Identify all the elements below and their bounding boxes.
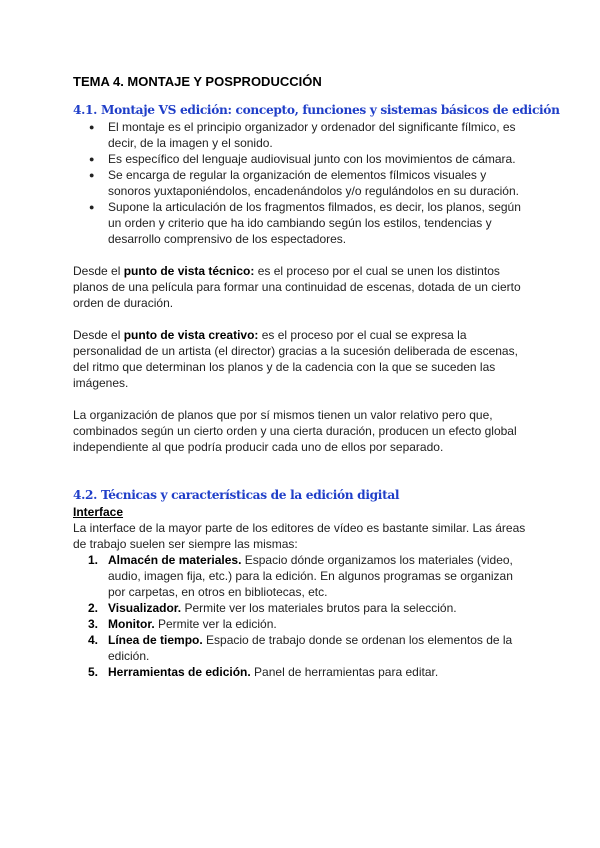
item-number: 1. bbox=[88, 553, 99, 567]
interface-subheading: Interface bbox=[73, 505, 124, 519]
creative-viewpoint-paragraph bbox=[73, 327, 530, 391]
document-title: TEMA 4. MONTAJE Y POSPRODUCCIÓN bbox=[73, 74, 322, 89]
list-item bbox=[88, 632, 530, 664]
section-1-heading: 4.1. Montaje VS edición: concepto, funciones y sistemas básicos de edición bbox=[73, 103, 560, 117]
section-1-bullet-list bbox=[73, 119, 530, 247]
list-item bbox=[88, 664, 530, 680]
bullet-item: ● Es específico del lenguaje audiovisual junto con los movimientos de cámara. bbox=[89, 151, 530, 167]
item-title: Almacén de materiales. bbox=[108, 553, 242, 567]
creative-label: punto de vista creativo: bbox=[123, 328, 259, 342]
bullet-item: ● El montaje es el principio organizador y ordenador del significante fílmico, es decir, de la imagen y el sonido. bbox=[89, 119, 530, 151]
technical-viewpoint-paragraph bbox=[73, 263, 530, 311]
technical-label: punto de vista técnico: bbox=[123, 264, 255, 278]
section-2-heading: 4.2. Técnicas y características de la edición digital bbox=[73, 488, 400, 502]
bullet-item: ● Se encarga de regular la organización de elementos fílmicos visuales y sonoros yuxtaponiéndolos, encadenándolos y/o regulándolos en su duración. bbox=[89, 167, 530, 199]
item-title: Monitor. bbox=[108, 617, 155, 631]
item-number: 2. bbox=[88, 601, 99, 615]
item-text: Espacio dónde organizamos los materiales (video, audio, imagen fija, etc.) para la edición. En algunos programas se organizan por carpetas, en otros en bibliotecas, etc. bbox=[108, 553, 513, 599]
creative-prefix: Desde el bbox=[73, 328, 124, 342]
list-item bbox=[88, 600, 530, 616]
item-title: Herramientas de edición. bbox=[108, 665, 251, 679]
organization-paragraph: La organización de planos que por sí mismos tienen un valor relativo pero que, combinados según un cierto orden y una cierta duración, producen un efecto global independiente al que podría producir cada uno de ellos por separado. bbox=[73, 408, 517, 454]
item-number: 3. bbox=[88, 617, 99, 631]
item-text: Espacio de trabajo donde se ordenan los elementos de la edición. bbox=[108, 633, 513, 663]
item-number: 4. bbox=[88, 633, 99, 647]
interface-area-list bbox=[73, 552, 530, 680]
item-title: Visualizador. bbox=[108, 601, 182, 615]
item-title: Línea de tiempo. bbox=[108, 633, 203, 647]
creative-text: es el proceso por el cual se expresa la personalidad de un artista (el director) gracias a la sucesión deliberada de escenas, del ritmo que determinan los planos y de la cadencia con la que se suceden las imágenes. bbox=[73, 328, 518, 390]
list-item bbox=[88, 552, 530, 600]
item-text: Panel de herramientas para editar. bbox=[250, 665, 439, 679]
list-item bbox=[88, 616, 530, 632]
item-text: Permite ver los materiales brutos para la selección. bbox=[181, 601, 457, 615]
technical-prefix: Desde el bbox=[73, 264, 124, 278]
item-text: Permite ver la edición. bbox=[154, 617, 277, 631]
technical-text: es el proceso por el cual se unen los distintos planos de una película para formar una continuidad de escenas, dotada de un cierto orden de duración. bbox=[73, 264, 521, 310]
bullet-item: ● Supone la articulación de los fragmentos filmados, es decir, los planos, según un orden y criterio que ha ido cambiando según los estilos, tendencias y desarrollo comprensivo de los espectadores. bbox=[89, 199, 530, 247]
item-number: 5. bbox=[88, 665, 99, 679]
interface-intro: La interface de la mayor parte de los editores de vídeo es bastante similar. Las áreas de trabajo suelen ser siempre las mismas: bbox=[73, 521, 526, 551]
